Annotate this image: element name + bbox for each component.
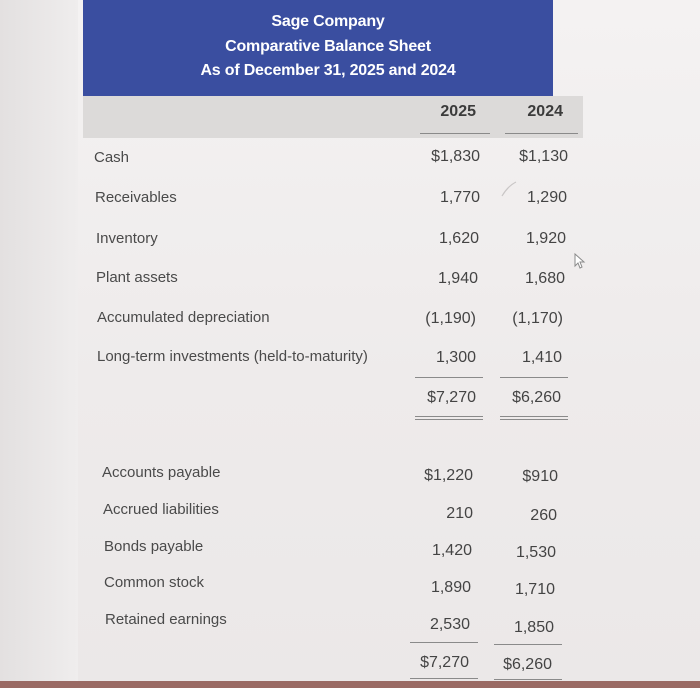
column-header-2025: 2025 [440,103,476,120]
plant-assets-2025: 1,940 [437,270,478,287]
long-term-investments-2025: 1,300 [435,349,476,366]
company-name: Sage Company [271,13,385,30]
total-assets-2025: $7,270 [427,389,476,406]
assets-double-rule-2024-b [500,419,568,420]
retained-earnings-2024: 1,850 [513,619,554,636]
common-stock-2025: 1,890 [430,579,471,596]
row-label-cash: Cash [94,149,130,166]
assets-subtotal-rule-2024 [500,377,568,378]
accrued-liabilities-2024: 260 [530,507,557,524]
accumulated-depreciation-2024: (1,170) [512,310,563,327]
inventory-2025: 1,620 [438,230,479,247]
receivables-2025: 1,770 [439,189,480,206]
row-label-inventory: Inventory [96,230,158,247]
assets-double-rule-2025-a [415,416,483,417]
cash-2025: $1,830 [431,148,480,165]
row-label-retained-earnings: Retained earnings [105,611,227,628]
accounts-payable-2024: $910 [522,468,558,485]
row-label-accumulated-depreciation: Accumulated depreciation [97,309,270,326]
row-label-common-stock: Common stock [104,574,205,591]
common-stock-2024: 1,710 [514,581,555,598]
assets-subtotal-rule-2025 [415,377,483,378]
receivables-2024: 1,290 [526,189,567,206]
long-term-investments-2024: 1,410 [521,349,562,366]
row-label-bonds-payable: Bonds payable [104,538,204,555]
pen-tick-mark [500,180,518,198]
total-liabilities-equity-2025: $7,270 [420,654,469,671]
assets-double-rule-2024-a [500,416,568,417]
column-header-2024: 2024 [527,103,563,120]
statement-header [83,0,553,96]
header-underline-2024 [505,133,578,134]
row-label-plant-assets: Plant assets [96,269,178,286]
cash-2024: $1,130 [519,148,568,165]
liabilities-double-rule-2024 [494,679,562,680]
assets-double-rule-2025-b [415,419,483,420]
accounts-payable-2025: $1,220 [424,467,473,484]
accumulated-depreciation-2025: (1,190) [425,310,476,327]
bonds-payable-2024: 1,530 [515,544,556,561]
inventory-2024: 1,920 [525,230,566,247]
statement-title: Comparative Balance Sheet [225,38,431,55]
header-underline-2025 [420,133,490,134]
liabilities-double-rule-2025 [410,678,478,679]
row-label-receivables: Receivables [95,189,177,206]
liabilities-subtotal-rule-2024 [494,644,562,645]
retained-earnings-2025: 2,530 [429,616,470,633]
plant-assets-2024: 1,680 [524,270,565,287]
total-assets-2024: $6,260 [512,389,561,406]
desk-edge [0,681,700,688]
row-label-accrued-liabilities: Accrued liabilities [103,501,219,518]
statement-period: As of December 31, 2025 and 2024 [200,62,456,79]
row-label-accounts-payable: Accounts payable [102,464,221,481]
bonds-payable-2025: 1,420 [431,542,472,559]
mouse-pointer-icon [570,252,588,270]
total-liabilities-equity-2024: $6,260 [503,656,552,673]
liabilities-subtotal-rule-2025 [410,642,478,643]
page-shadow [0,0,78,688]
accrued-liabilities-2025: 210 [446,505,473,522]
row-label-long-term-investments: Long-term investments (held-to-maturity) [97,348,368,365]
